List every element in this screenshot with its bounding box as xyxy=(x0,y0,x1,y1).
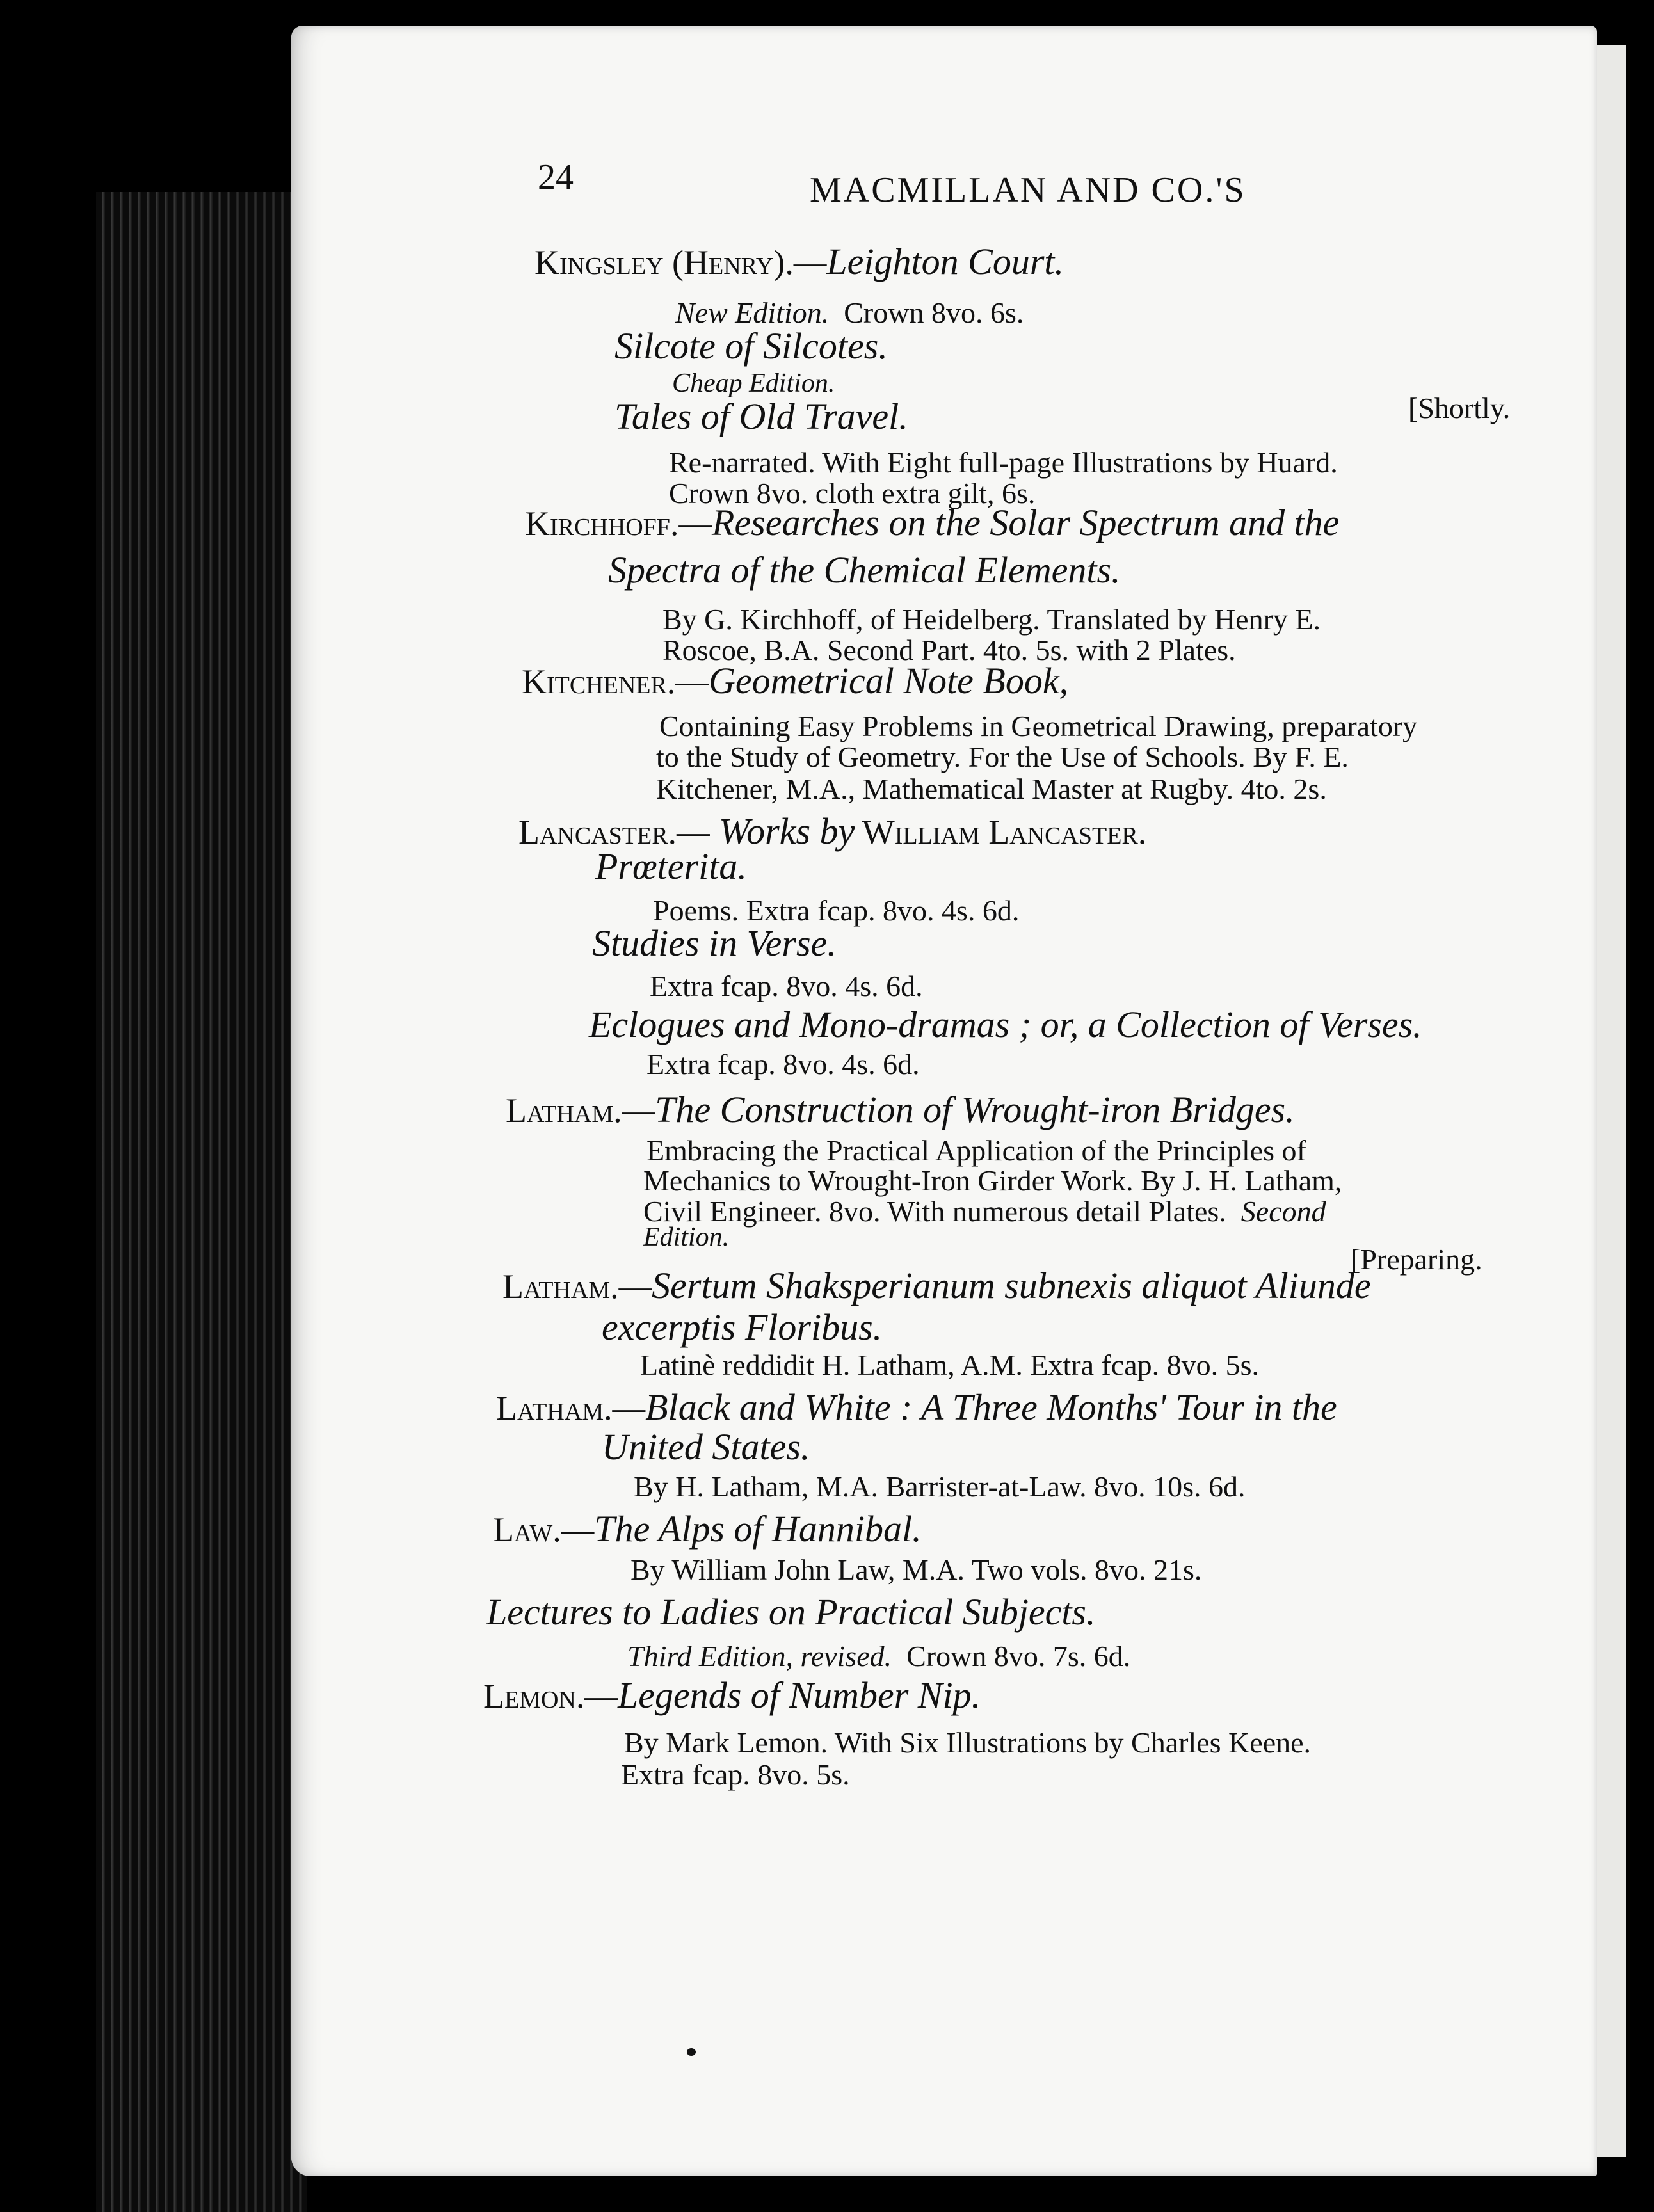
format-note: Civil Engineer. 8vo. With numerous detail Plates. xyxy=(643,1195,1226,1228)
entry-detail: to the Study of Geometry. For the Use of Schools. By F. E. xyxy=(656,741,1349,773)
edition-note: Edition. xyxy=(643,1222,730,1252)
entry-detail: Extra fcap. 8vo. 4s. 6d. xyxy=(646,1048,920,1080)
book-title: Studies in Verse. xyxy=(592,922,837,964)
publication-status: [Preparing. xyxy=(1351,1243,1482,1276)
format-price: Crown 8vo. 6s. xyxy=(844,296,1024,329)
book-title: —Leighton Court. xyxy=(793,241,1064,282)
author-name: Kirchhoff. xyxy=(525,504,679,543)
book-title: Eclogues and Mono-dramas ; or, a Collection of Verses. xyxy=(589,1004,1422,1045)
entry-latham-bridges-heading xyxy=(506,1091,1295,1128)
entry-detail: Latinè reddidit H. Latham, A.M. Extra fcap. 8vo. 5s. xyxy=(640,1349,1260,1381)
author-name: Kingsley (Henry). xyxy=(534,243,794,282)
book-title: —Black and White : A Three Months' Tour in the xyxy=(612,1386,1337,1428)
running-head: MACMILLAN AND CO.'S xyxy=(810,170,1246,210)
book-title: Tales of Old Travel. xyxy=(614,396,908,437)
book-title: United States. xyxy=(602,1426,810,1468)
book-title: excerptis Floribus. xyxy=(602,1306,883,1348)
entry-detail: Crown 8vo. cloth extra gilt, 6s. xyxy=(669,477,1036,509)
entry-lemon-heading xyxy=(483,1674,981,1716)
book-title: —Sertum Shaksperianum subnexis aliquot Aliunde xyxy=(618,1265,1371,1306)
entry-law-heading xyxy=(493,1508,922,1550)
entry-detail: Mechanics to Wrought-Iron Girder Work. By J. H. Latham, xyxy=(643,1164,1342,1197)
entry-lancaster-heading xyxy=(518,810,1147,852)
entry-kitchener-heading xyxy=(522,662,1068,700)
author-byline: William Lancaster. xyxy=(862,813,1147,851)
author-name: Latham. xyxy=(496,1389,613,1427)
entry-detail: By H. Latham, M.A. Barrister-at-Law. 8vo. 10s. 6d. xyxy=(634,1470,1246,1503)
page-number: 24 xyxy=(538,157,574,197)
book-title: Silcote of Silcotes. xyxy=(614,325,888,367)
entry-detail: Embracing the Practical Application of the Principles of xyxy=(646,1134,1306,1167)
author-name: Lancaster. xyxy=(518,813,677,851)
entry-detail: Extra fcap. 8vo. 5s. xyxy=(621,1758,850,1791)
book-title: Prœterita. xyxy=(595,846,747,887)
entry-detail: By William John Law, M.A. Two vols. 8vo. 21s. xyxy=(630,1553,1202,1586)
book-title: —The Alps of Hannibal. xyxy=(561,1508,922,1550)
entry-detail: Re-narrated. With Eight full-page Illustrations by Huard. xyxy=(669,446,1338,479)
entry-detail: Containing Easy Problems in Geometrical Drawing, preparatory xyxy=(659,710,1418,742)
entry-detail: By G. Kirchhoff, of Heidelberg. Translated by Henry E. xyxy=(662,603,1321,636)
book-title: —Geometrical Note Book, xyxy=(675,660,1069,701)
series-title: — Works by xyxy=(677,810,855,852)
author-name: Lemon. xyxy=(483,1677,585,1715)
publication-status: [Shortly. xyxy=(1408,392,1511,424)
entry-kirchhoff-heading xyxy=(525,504,1339,541)
author-name: Latham. xyxy=(506,1091,622,1130)
entry-detail xyxy=(675,298,1024,328)
author-name: Law. xyxy=(493,1511,561,1549)
edition-note: New Edition. xyxy=(675,296,830,329)
book-title: Lectures to Ladies on Practical Subjects. xyxy=(486,1591,1096,1633)
book-title: —Legends of Number Nip. xyxy=(584,1674,981,1716)
book-page-edges xyxy=(96,192,307,2212)
entry-detail xyxy=(643,1197,1326,1226)
book-title: —Researches on the Solar Spectrum and the xyxy=(678,502,1340,543)
entry-kingsley-heading xyxy=(534,243,1064,280)
edition-note: Cheap Edition. xyxy=(672,369,835,398)
entry-latham-black-white-heading xyxy=(496,1386,1337,1428)
book-title: Spectra of the Chemical Elements. xyxy=(608,549,1121,591)
facing-page-edge xyxy=(1597,45,1626,2157)
entry-detail: By Mark Lemon. With Six Illustrations by Charles Keene. xyxy=(624,1726,1312,1759)
entry-latham-sertum-heading xyxy=(502,1267,1371,1304)
entry-detail: Extra fcap. 8vo. 4s. 6d. xyxy=(650,970,923,1002)
entry-detail: Poems. Extra fcap. 8vo. 4s. 6d. xyxy=(653,894,1020,927)
ink-dot xyxy=(687,2048,696,2056)
entry-detail: Roscoe, B.A. Second Part. 4to. 5s. with 2 Plates. xyxy=(662,634,1236,666)
author-name: Kitchener. xyxy=(522,662,676,701)
entry-detail: Kitchener, M.A., Mathematical Master at Rugby. 4to. 2s. xyxy=(656,773,1327,805)
format-price: Crown 8vo. 7s. 6d. xyxy=(906,1640,1131,1672)
author-name: Latham. xyxy=(502,1267,619,1306)
edition-note: Third Edition, revised. xyxy=(627,1640,892,1672)
edition-note: Second xyxy=(1240,1195,1326,1228)
entry-detail xyxy=(627,1642,1130,1671)
book-title: —The Construction of Wrought-iron Bridges. xyxy=(622,1089,1295,1130)
